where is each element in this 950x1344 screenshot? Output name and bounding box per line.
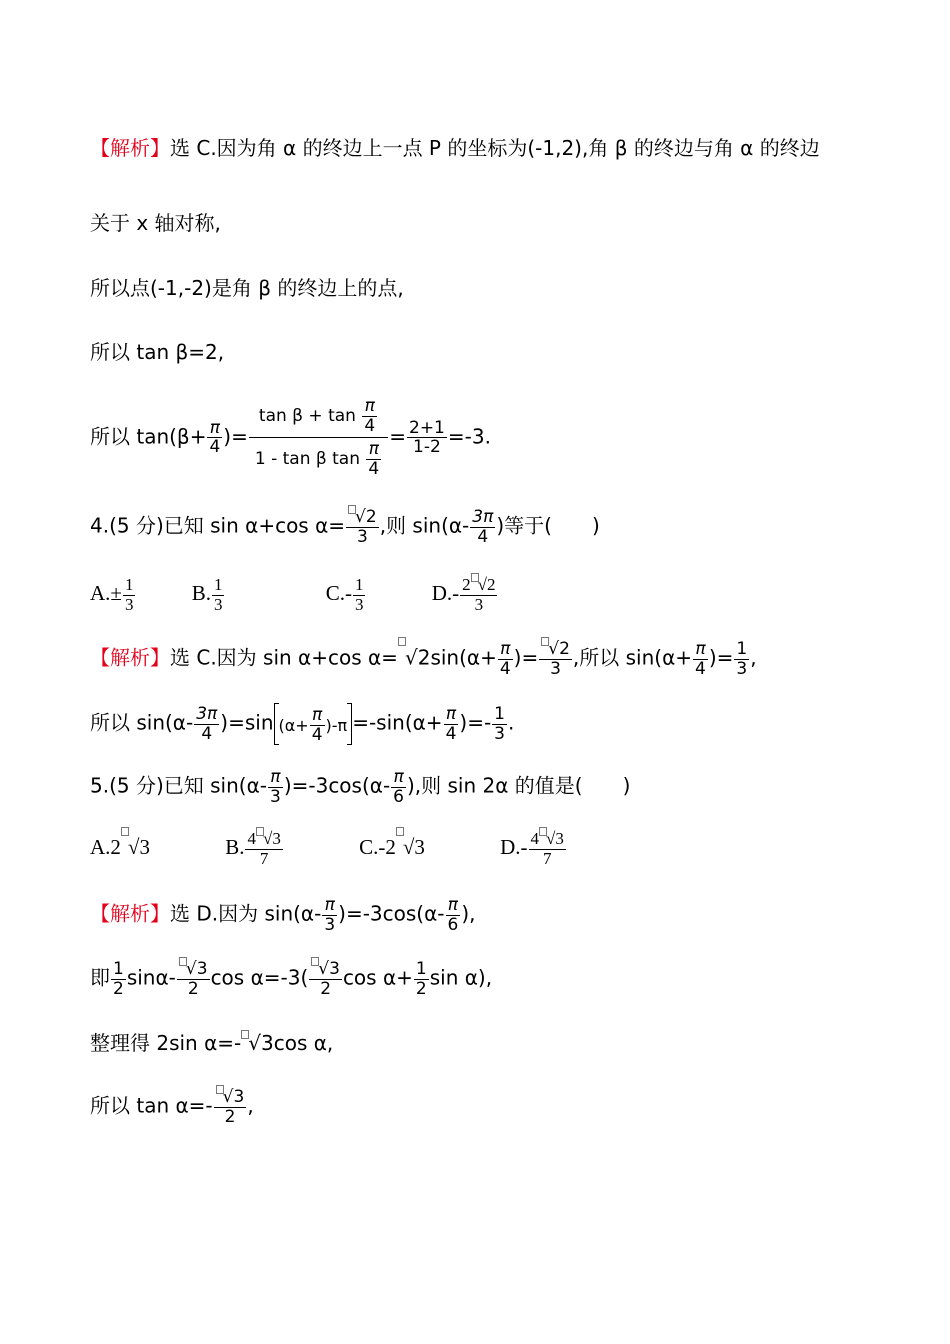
stem-text: ,则 sin(α- — [379, 513, 470, 538]
solution-5-line-3: 整理得 2sin α=- √3cos α, — [90, 1031, 334, 1055]
fraction-3-over-neg1: $\frac{2+1}{1-2}$ — [409, 417, 445, 458]
expr-text: = — [389, 424, 406, 449]
solution-3-line-1 — [90, 138, 820, 158]
solution-3-line-4: 所以 tan β=2, — [90, 340, 225, 364]
option-c: C.-2 √3 — [359, 835, 425, 859]
option-a: A.± $\frac{1}{3}$ — [90, 575, 134, 614]
question-4-options — [90, 576, 498, 614]
analysis-label: 【解析】 — [90, 136, 170, 160]
solution-4-line-2: 所以 sin(α- $\frac{3\pi}{4}$ )=sin (α+ $\frac{\pi}{4}$ )-π =-sin(α+ $\frac{\pi}{4}$ )=- $\frac{1}{3}$ . — [90, 703, 515, 745]
solution-5-line-1: 【解析】选 D.因为 sin(α- $\frac{\pi}{3}$ )=-3cos(α- $\frac{\pi}{6}$ ), — [90, 895, 476, 935]
stem-text: ) — [591, 513, 600, 538]
option-b: B. $\frac{1}{3}$ — [191, 575, 223, 614]
question-5-stem: 5.(5 分)已知 sin(α- $\frac{\pi}{3}$ )=-3cos(α- $\frac{\pi}{6}$ ),则 sin 2α 的值是( ) — [90, 767, 631, 807]
analysis-label: 【解析】 — [90, 645, 170, 670]
question-4-stem — [90, 508, 600, 546]
solution-4-line-1: 【解析】选 C.因为 sin α+cos α= √2sin(α+ $\frac{\pi}{4}$ )= $\frac{√2}{3}$ ,所以 sin(α+ $\frac{\pi}{4}$ )= $\frac{1}{3}$ , — [90, 639, 757, 679]
option-d: D.- $\frac{2 √2}{3}$ — [431, 575, 496, 614]
stem-text: 4.(5 分)已知 sin α+cos α= — [90, 513, 346, 538]
solution-3-text-1: 选 C.因为角 α 的终边上一点 P 的坐标为(-1,2),角 β 的终边与角 α 的终边 — [170, 136, 820, 160]
solution-3-line-3: 所以点(-1,-2)是角 β 的终边上的点, — [90, 276, 404, 300]
stem-text: )等于( — [496, 513, 552, 538]
option-b: B. $\frac{4 √3}{7}$ — [225, 829, 281, 868]
solution-5-line-4: 所以 tan α=- $\frac{√3}{2}$ , — [90, 1087, 254, 1127]
solution-5-line-2: 即 $\frac{1}{2}$ sinα- $\frac{√3}{2}$ cos α=-3( $\frac{√3}{2}$ cos α+ $\frac{1}{2}$ sin α), — [90, 959, 493, 999]
fraction-root2-over-3: $\frac{√2}{3}$ — [346, 508, 379, 546]
fraction-tan-sum: tan β + tan $\frac{\pi}{4}$ 1 - tan β tan $\frac{\pi}{4}$ — [249, 395, 388, 481]
option-c: C.- $\frac{1}{3}$ — [325, 575, 364, 614]
square-bracket-expr: (α+ $\frac{\pi}{4}$ )-π — [274, 704, 353, 744]
fraction-pi-over-4: $\frac{\pi}{4}$ — [209, 417, 221, 458]
option-a: A.2 √3 — [90, 835, 150, 859]
analysis-label: 【解析】 — [90, 901, 170, 926]
option-d: D.- $\frac{4 √3}{7}$ — [500, 829, 564, 868]
expr-text: =-3. — [447, 424, 491, 449]
question-5-options — [90, 830, 567, 868]
expr-text: 所以 tan(β+ — [90, 424, 207, 449]
fraction-3pi-over-4: $\frac{3\pi}{4}$ — [472, 507, 494, 547]
solution-3-line-5 — [90, 395, 491, 481]
expr-text: )= — [223, 424, 248, 449]
solution-3-line-2: 关于 x 轴对称, — [90, 211, 221, 235]
